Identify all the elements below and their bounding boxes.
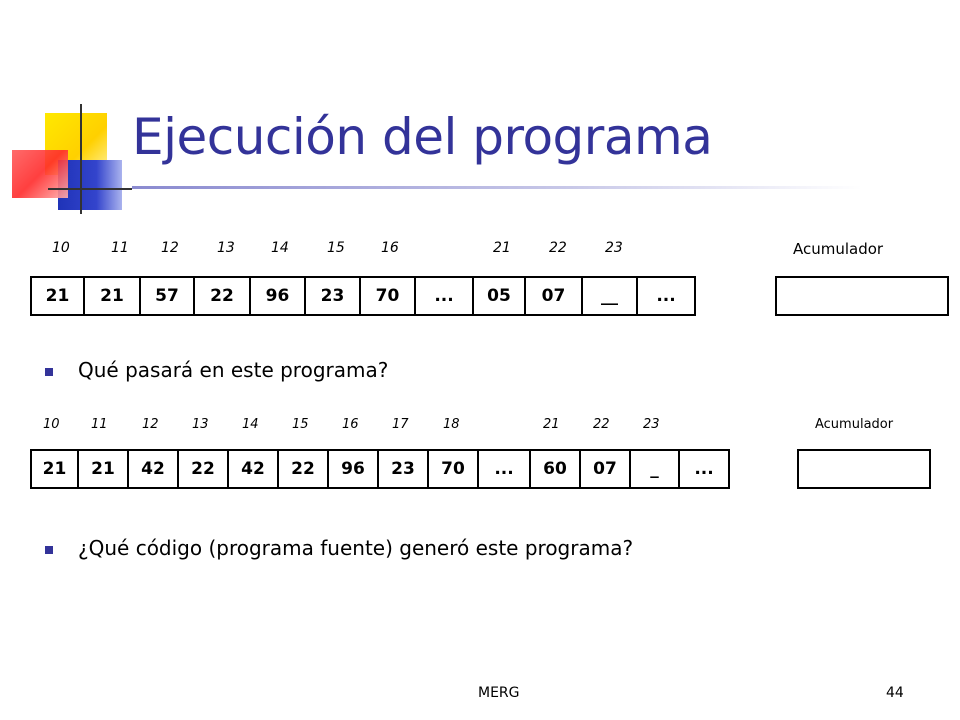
logo-horizontal-line: [48, 188, 132, 190]
memory-cell: 60: [531, 451, 581, 487]
accumulator-label: Acumulador: [815, 417, 894, 432]
decorative-logo: [0, 0, 140, 230]
address-label: 11: [111, 240, 129, 256]
bullet-text: Qué pasará en este programa?: [78, 358, 389, 382]
memory-cell: 42: [129, 451, 179, 487]
memory-cell: 70: [429, 451, 479, 487]
slide-title: Ejecución del programa: [132, 108, 713, 166]
address-label: 12: [142, 417, 159, 432]
address-label: 15: [327, 240, 345, 256]
memory-cell: ...: [479, 451, 531, 487]
memory-cells: [30, 449, 730, 489]
address-label: 18: [443, 417, 460, 432]
address-label: 22: [549, 240, 567, 256]
address-label: 21: [543, 417, 560, 432]
memory-cell: 21: [32, 451, 79, 487]
bullet-marker: [45, 368, 53, 376]
bullet-marker: [45, 546, 53, 554]
address-label: 15: [292, 417, 309, 432]
accumulator-label: Acumulador: [793, 240, 884, 258]
memory-cell: 22: [195, 278, 251, 314]
address-label: 10: [52, 240, 70, 256]
accumulator-box: [797, 449, 931, 489]
slide-number: 44: [886, 685, 904, 701]
address-label: 21: [493, 240, 511, 256]
address-label: 17: [392, 417, 409, 432]
memory-cell: 42: [229, 451, 279, 487]
memory-cell: __: [583, 278, 638, 314]
bullet-text: ¿Qué código (programa fuente) generó este programa?: [78, 536, 634, 560]
memory-cell: 23: [379, 451, 429, 487]
address-label: 16: [381, 240, 399, 256]
memory-cell: ...: [680, 451, 730, 487]
address-label: 14: [242, 417, 259, 432]
memory-cell: 57: [141, 278, 195, 314]
memory-cells: [30, 276, 696, 316]
title-underline: [132, 186, 862, 189]
memory-cell: 21: [85, 278, 141, 314]
logo-vertical-line: [80, 104, 82, 214]
accumulator-box: [775, 276, 949, 316]
address-label: 13: [192, 417, 209, 432]
footer-author: MERG: [478, 685, 520, 701]
address-label: 13: [217, 240, 235, 256]
address-label: 11: [91, 417, 108, 432]
memory-cell: 07: [581, 451, 631, 487]
address-label: 23: [643, 417, 660, 432]
memory-cell: 21: [79, 451, 129, 487]
memory-cell: 05: [474, 278, 526, 314]
address-label: 16: [342, 417, 359, 432]
address-label: 22: [593, 417, 610, 432]
address-label: 23: [605, 240, 623, 256]
memory-cell: 07: [526, 278, 583, 314]
memory-cell: 22: [279, 451, 329, 487]
address-label: 12: [161, 240, 179, 256]
memory-cell: 23: [306, 278, 361, 314]
memory-cell: ...: [638, 278, 696, 314]
red-square-shape: [12, 150, 68, 198]
address-label: 10: [43, 417, 60, 432]
address-label: 14: [271, 240, 289, 256]
memory-cell: 22: [179, 451, 229, 487]
memory-cell: 96: [329, 451, 379, 487]
memory-cell: ...: [416, 278, 474, 314]
memory-cell: _: [631, 451, 680, 487]
memory-cell: 70: [361, 278, 416, 314]
memory-cell: 96: [251, 278, 306, 314]
memory-cell: 21: [32, 278, 85, 314]
